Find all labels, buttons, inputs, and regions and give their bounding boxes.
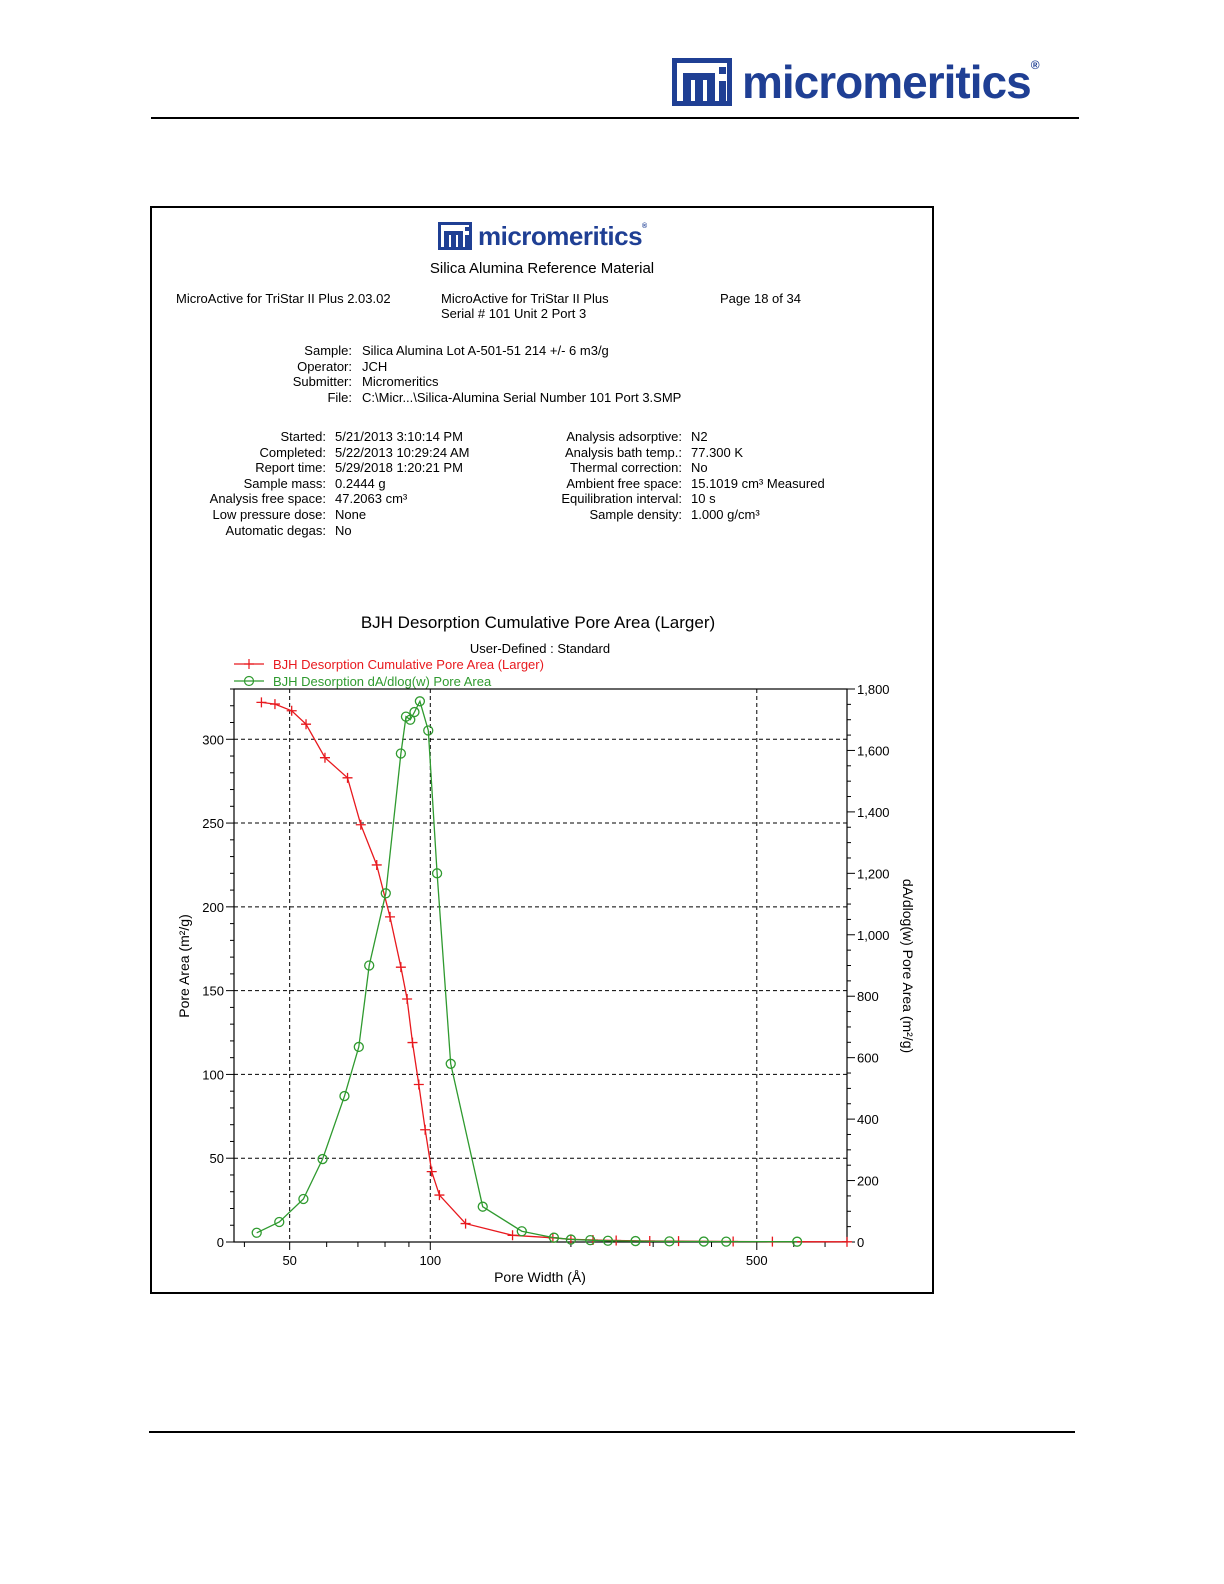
param-label: Ambient free space: xyxy=(566,475,682,491)
x-tick-label: 50 xyxy=(282,1253,297,1268)
param-value: 47.2063 cm³ xyxy=(335,491,408,507)
y2-tick-label: 1,200 xyxy=(857,866,890,882)
param-value: 5/22/2013 10:29:24 AM xyxy=(335,444,470,460)
param-label: Started: xyxy=(280,429,326,444)
operator-value: JCH xyxy=(362,358,388,374)
software-version: MicroActive for TriStar II Plus 2.03.02 xyxy=(176,291,391,306)
footer-rule xyxy=(149,1431,1075,1433)
file-value: C:\Micr...\Silica-Alumina Serial Number 101 Port 3.SMP xyxy=(362,389,682,405)
param-value: N2 xyxy=(691,429,708,444)
page-number: Page 18 of 34 xyxy=(720,291,801,306)
param-label: Low pressure dose: xyxy=(212,507,326,522)
sample-value: Silica Alumina Lot A-501-51 214 +/- 6 m3/g xyxy=(362,343,609,358)
instrument-serial: Serial # 101 Unit 2 Port 3 xyxy=(441,306,587,321)
y2-tick-label: 1,400 xyxy=(857,804,890,820)
y-tick-label: 300 xyxy=(202,732,224,748)
report-logo xyxy=(438,222,647,250)
page-header-logo xyxy=(672,56,1039,108)
x-tick-label: 500 xyxy=(745,1253,768,1268)
param-value: None xyxy=(335,507,367,522)
report-frame xyxy=(150,206,934,1294)
param-label: Sample density: xyxy=(589,507,682,522)
param-value: No xyxy=(335,522,352,538)
chart-subtitle: User-Defined : Standard xyxy=(469,641,611,656)
param-value: 0.2444 g xyxy=(335,475,386,491)
report-logo-wordmark: micromeritics® xyxy=(478,221,647,251)
operator-label: Operator: xyxy=(297,358,352,374)
y2-tick-label: 800 xyxy=(857,989,879,1005)
param-label: Automatic degas: xyxy=(225,522,326,538)
param-value: No xyxy=(691,460,708,476)
submitter-value: Micromeritics xyxy=(362,374,439,390)
y-tick-label: 0 xyxy=(216,1235,224,1250)
y2-tick-label: 1,800 xyxy=(857,682,890,697)
param-label: Sample mass: xyxy=(243,475,326,491)
report-logo-mark xyxy=(438,222,472,250)
y-tick-label: 50 xyxy=(209,1151,224,1167)
param-label: Equilibration interval: xyxy=(561,491,682,507)
param-value: 5/21/2013 3:10:14 PM xyxy=(335,429,463,444)
param-value: 77.300 K xyxy=(691,444,744,460)
micromeritics-logo-mark xyxy=(672,58,732,106)
chart-title: BJH Desorption Cumulative Pore Area (Larger) xyxy=(360,613,716,632)
param-label: Analysis adsorptive: xyxy=(566,429,682,444)
page-logo-wordmark: micromeritics® xyxy=(742,56,1039,108)
legend-label-dadlogw: BJH Desorption dA/dlog(w) Pore Area xyxy=(273,674,492,689)
param-label: Analysis free space: xyxy=(209,491,326,507)
param-label: Report time: xyxy=(255,460,326,476)
report-title: Silica Alumina Reference Material xyxy=(429,260,655,277)
y2-tick-label: 1,000 xyxy=(857,927,890,943)
param-label: Thermal correction: xyxy=(570,460,682,476)
submitter-label: Submitter: xyxy=(292,374,352,390)
y2-tick-label: 0 xyxy=(857,1235,865,1250)
header-rule xyxy=(151,117,1079,119)
y-tick-label: 200 xyxy=(202,899,224,915)
x-axis-label: Pore Width (Å) xyxy=(494,1269,586,1285)
y2-tick-label: 600 xyxy=(857,1050,879,1066)
param-label: Completed: xyxy=(259,444,326,460)
param-value: 10 s xyxy=(691,491,716,507)
sample-label: Sample: xyxy=(304,343,352,358)
param-value: 5/29/2018 1:20:21 PM xyxy=(335,460,463,476)
y-tick-label: 250 xyxy=(202,816,224,832)
y2-axis-label: dA/dlog(w) Pore Area (m²/g) xyxy=(900,878,916,1054)
param-label: Analysis bath temp.: xyxy=(564,444,682,460)
param-value: 15.1019 cm³ Measured xyxy=(691,475,825,491)
legend-label-cumulative: BJH Desorption Cumulative Pore Area (Larger) xyxy=(273,657,544,672)
y2-tick-label: 200 xyxy=(857,1173,879,1189)
file-label: File: xyxy=(327,389,352,405)
y-axis-label: Pore Area (m²/g) xyxy=(176,914,192,1018)
y2-tick-label: 1,600 xyxy=(857,743,890,759)
y2-tick-label: 400 xyxy=(857,1112,879,1128)
instrument-name: MicroActive for TriStar II Plus xyxy=(441,291,609,306)
param-value: 1.000 g/cm³ xyxy=(691,507,760,522)
y-tick-label: 150 xyxy=(202,983,224,999)
y-tick-label: 100 xyxy=(202,1067,224,1083)
x-tick-label: 100 xyxy=(419,1253,442,1268)
